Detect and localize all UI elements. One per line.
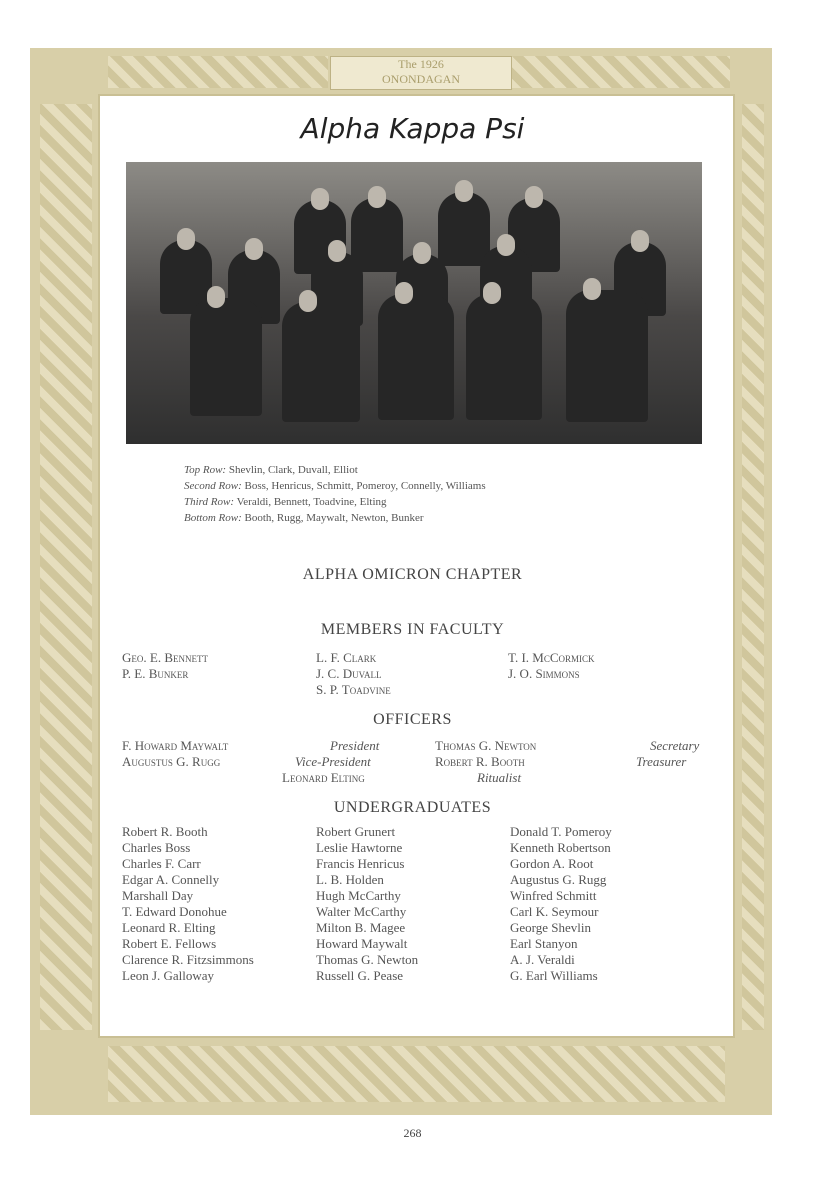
caption-third-row: Third Row: Veraldi, Bennett, Toadvine, Elting [184, 496, 387, 508]
list-item: Donald T. Pomeroy [510, 824, 612, 839]
faculty-column-1: Geo. E. Bennett P. E. Bunker [122, 650, 208, 681]
list-item: Earl Stanyon [510, 936, 578, 951]
photo-person [566, 290, 648, 422]
list-item: Gordon A. Root [510, 856, 594, 871]
list-item: Howard Maywalt [316, 936, 408, 951]
list-item: Winfred Schmitt [510, 888, 597, 903]
faculty-column-2: L. F. Clark J. C. Duvall S. P. Toadvine [316, 650, 391, 697]
officers-heading: OFFICERS [373, 711, 452, 728]
bottom-border-pattern [108, 1046, 725, 1102]
photo-person [190, 298, 262, 416]
list-item: George Shevlin [510, 920, 591, 935]
top-border-pattern-left [108, 56, 328, 88]
list-item: Clarence R. Fitzsimmons [122, 952, 254, 967]
chapter-heading: ALPHA OMICRON CHAPTER [302, 566, 523, 583]
list-item: Hugh McCarthy [316, 888, 401, 903]
list-item: Edgar A. Connelly [122, 872, 220, 887]
list-item: Augustus G. Rugg [510, 872, 607, 887]
officer-name: F. Howard Maywalt [122, 738, 229, 753]
list-item: Kenneth Robertson [510, 840, 611, 855]
list-item: Robert E. Fellows [122, 936, 217, 951]
list-item: Robert Grunert [316, 824, 396, 839]
group-photo [126, 162, 702, 444]
masthead-line2: ONONDAGAN [382, 72, 460, 86]
undergrad-column-3 [510, 824, 612, 984]
list-item: Francis Henricus [316, 856, 405, 871]
list-item: Carl K. Seymour [510, 904, 599, 919]
undergrad-heading: UNDERGRADUATES [333, 799, 492, 816]
list-item: Leonard R. Elting [122, 920, 216, 935]
caption-bottom-row: Bottom Row: Booth, Rugg, Maywalt, Newton, Bunker [184, 512, 424, 524]
page-number: 268 [403, 1126, 422, 1140]
caption-second-row: Second Row: Boss, Henricus, Schmitt, Pomeroy, Connelly, Williams [184, 480, 486, 492]
list-item: T. Edward Donohue [122, 904, 227, 919]
faculty-column-3: T. I. McCormick J. O. Simmons [508, 650, 595, 681]
caption-top-row: Top Row: Shevlin, Clark, Duvall, Elliot [184, 464, 358, 476]
top-border-pattern-right [510, 56, 730, 88]
photo-person [351, 198, 403, 272]
list-item: Milton B. Magee [316, 920, 406, 935]
officer-role: Ritualist [477, 770, 522, 785]
photo-person [378, 294, 454, 420]
list-item: L. B. Holden [316, 872, 384, 887]
officer-name: Augustus G. Rugg [122, 754, 221, 769]
photo-person [282, 302, 360, 422]
officer-role: Treasurer [636, 754, 687, 769]
list-item: Walter McCarthy [316, 904, 407, 919]
list-item: Charles F. Carr [122, 856, 201, 871]
list-item: A. J. Veraldi [510, 952, 575, 967]
list-item: Russell G. Pease [316, 968, 404, 983]
photo-person [466, 294, 542, 420]
officer-role: Secretary [650, 738, 700, 753]
list-item: Leon J. Galloway [122, 968, 215, 983]
masthead-line1: The 1926 [398, 57, 444, 71]
list-item: Marshall Day [122, 888, 194, 903]
list-item: Thomas G. Newton [316, 952, 419, 967]
undergrad-column-1 [122, 824, 254, 984]
list-item: Leslie Hawtorne [316, 840, 403, 855]
page-title: Alpha Kappa Psi [300, 112, 525, 145]
list-item: Charles Boss [122, 840, 191, 855]
list-item: G. Earl Williams [510, 968, 598, 983]
officer-name: Leonard Elting [282, 770, 365, 785]
officer-name: Robert R. Booth [435, 754, 525, 769]
photo-caption [184, 462, 486, 526]
officer-name: Thomas G. Newton [435, 738, 537, 753]
list-item: Robert R. Booth [122, 824, 208, 839]
officer-role: President [330, 738, 380, 753]
photo-person [438, 192, 490, 266]
officer-role: Vice-President [295, 754, 371, 769]
faculty-heading: MEMBERS IN FACULTY [320, 621, 505, 638]
undergrad-column-2 [316, 824, 418, 984]
yearbook-masthead [330, 56, 512, 90]
